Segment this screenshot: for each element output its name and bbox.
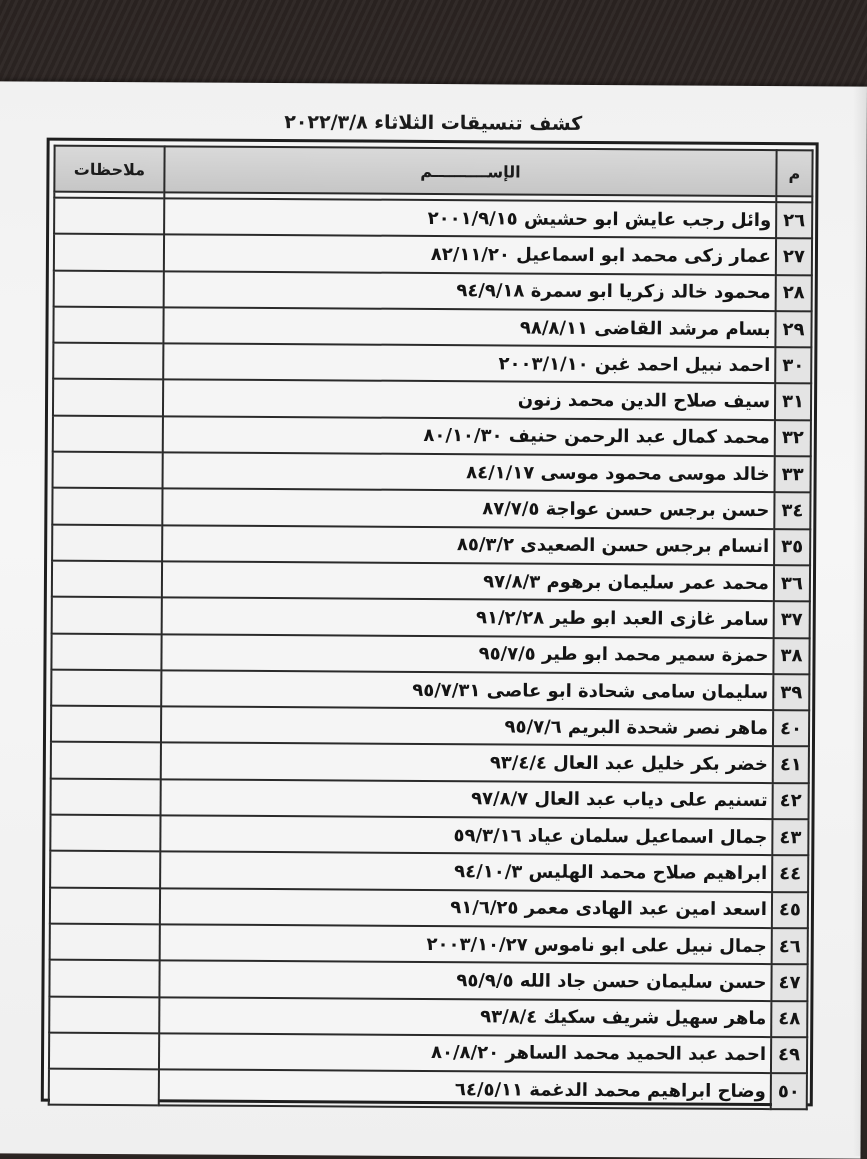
row-number: ٣٣: [775, 456, 811, 493]
table-row: [50, 887, 808, 928]
row-number: ٤٤: [772, 855, 808, 892]
row-number: ٣٢: [775, 420, 811, 457]
table-row: [49, 996, 807, 1037]
roster-body: [49, 192, 813, 1110]
row-notes: [49, 996, 159, 1033]
row-notes: [51, 670, 161, 707]
table-row: [50, 851, 808, 892]
table-row: [51, 706, 809, 747]
row-notes: [53, 415, 163, 452]
row-number: ٤٨: [771, 1001, 807, 1038]
row-notes: [50, 815, 160, 852]
row-name: ماهر نصر شحدة البريم ٩٥/٧/٦: [161, 707, 773, 747]
roster-table: [48, 145, 814, 1111]
table-row: [51, 778, 809, 819]
row-name: وائل رجب عايش ابو حشيش ٢٠٠١/٩/١٥: [164, 198, 776, 238]
row-name: سيف صلاح الدين محمد زنون: [163, 380, 775, 420]
row-number: ٥٠: [771, 1073, 807, 1110]
table-row: [49, 1069, 807, 1110]
paper-edge-shadow: [853, 84, 867, 1156]
row-name: جمال نبيل على ابو ناموس ٢٠٠٣/١٠/٢٧: [160, 924, 772, 964]
header-number: م: [776, 150, 812, 196]
row-name: تسنيم على دياب عبد العال ٩٧/٨/٧: [161, 779, 773, 819]
table-row: [53, 307, 811, 348]
row-number: ٣٧: [774, 601, 810, 638]
row-notes: [50, 924, 160, 961]
header-name: الإســــــــــم: [164, 146, 776, 196]
row-notes: [49, 1032, 159, 1069]
row-notes: [54, 270, 164, 307]
row-name: خالد موسى محمود موسى ٨٤/١/١٧: [163, 452, 775, 492]
table-row: [50, 815, 808, 856]
row-number: ٤٣: [772, 819, 808, 856]
table-row: [54, 198, 812, 239]
row-name: حسن سليمان حسن جاد الله ٩٥/٩/٥: [159, 961, 771, 1001]
row-name: سليمان سامى شحادة ابو عاصى ٩٥/٧/٣١: [161, 670, 773, 710]
table-row: [49, 960, 807, 1001]
row-number: ٣٨: [773, 638, 809, 675]
table-row: [52, 488, 810, 529]
header-notes: ملاحظات: [54, 146, 164, 193]
row-number: ٤٠: [773, 710, 809, 747]
table-row: [51, 633, 809, 674]
table-row: [52, 524, 810, 565]
table-row: [49, 1032, 807, 1073]
row-number: ٤١: [773, 747, 809, 784]
row-name: محمود خالد زكريا ابو سمرة ٩٤/٩/١٨: [164, 271, 776, 311]
row-number: ٤٩: [771, 1037, 807, 1074]
row-name: خضر بكر خليل عبد العال ٩٣/٤/٤: [161, 743, 773, 783]
row-notes: [51, 742, 161, 779]
table-row: [54, 270, 812, 311]
row-number: ٣١: [775, 384, 811, 421]
table-row: [51, 670, 809, 711]
row-name: حسن برجس حسن عواجة ٨٧/٧/٥: [162, 489, 774, 529]
table-row: [51, 742, 809, 783]
row-notes: [53, 379, 163, 416]
row-number: ٢٦: [776, 202, 812, 239]
row-number: ٣٠: [775, 347, 811, 384]
row-notes: [51, 633, 161, 670]
row-number: ٤٢: [773, 783, 809, 820]
row-notes: [51, 778, 161, 815]
row-name: ابراهيم صلاح محمد الهليس ٩٤/١٠/٣: [160, 852, 772, 892]
table-row: [50, 924, 808, 965]
row-name: بسام مرشد القاضى ٩٨/٨/١١: [163, 307, 775, 347]
row-notes: [53, 452, 163, 489]
row-notes: [53, 343, 163, 380]
row-notes: [52, 524, 162, 561]
row-number: ٣٩: [773, 674, 809, 711]
row-notes: [54, 198, 164, 235]
row-number: ٣٦: [774, 565, 810, 602]
row-notes: [52, 488, 162, 525]
row-number: ٢٧: [776, 238, 812, 275]
row-notes: [49, 960, 159, 997]
row-number: ٤٦: [772, 928, 808, 965]
row-notes: [52, 597, 162, 634]
table-row: [53, 452, 811, 493]
row-number: ٣٥: [774, 529, 810, 566]
row-name: جمال اسماعيل سلمان عياد ٥٩/٣/١٦: [160, 815, 772, 855]
row-name: عمار زكى محمد ابو اسماعيل ٨٢/١١/٢٠: [164, 235, 776, 275]
row-name: وضاح ابراهيم محمد الدغمة ٦٤/٥/١١: [159, 1069, 771, 1109]
row-notes: [53, 307, 163, 344]
row-number: ٣٤: [774, 492, 810, 529]
table-row: [53, 379, 811, 420]
row-number: ٢٨: [776, 275, 812, 312]
row-number: ٢٩: [775, 311, 811, 348]
table-row: [53, 343, 811, 384]
table-row: [53, 415, 811, 456]
row-notes: [52, 561, 162, 598]
table-row: [52, 597, 810, 638]
header-row: [54, 146, 812, 197]
paper-sheet: [0, 81, 867, 1158]
row-name: محمد كمال عبد الرحمن حنيف ٨٠/١٠/٣٠: [163, 416, 775, 456]
table-row: [52, 561, 810, 602]
row-name: انسام برجس حسن الصعيدى ٨٥/٣/٢: [162, 525, 774, 565]
row-number: ٤٥: [772, 892, 808, 929]
row-name: اسعد امين عبد الهادى معمر ٩١/٦/٢٥: [160, 888, 772, 928]
row-notes: [50, 887, 160, 924]
row-notes: [49, 1069, 159, 1106]
document-title: كشف تنسيقات الثلاثاء ٢٠٢٢/٣/٨: [284, 111, 583, 135]
row-name: احمد عبد الحميد محمد الساهر ٨٠/٨/٢٠: [159, 1033, 771, 1073]
row-notes: [54, 234, 164, 271]
row-name: احمد نبيل احمد غبن ٢٠٠٣/١/١٠: [163, 344, 775, 384]
row-name: حمزة سمير محمد ابو طير ٩٥/٧/٥: [161, 634, 773, 674]
row-notes: [51, 706, 161, 743]
row-number: ٤٧: [771, 964, 807, 1001]
roster-frame: [41, 138, 819, 1107]
row-notes: [50, 851, 160, 888]
row-name: محمد عمر سليمان برهوم ٩٧/٨/٣: [162, 561, 774, 601]
row-name: ماهر سهيل شريف سكيك ٩٣/٨/٤: [159, 997, 771, 1037]
table-row: [54, 234, 812, 275]
row-name: سامر غازى العبد ابو طير ٩١/٢/٢٨: [162, 598, 774, 638]
